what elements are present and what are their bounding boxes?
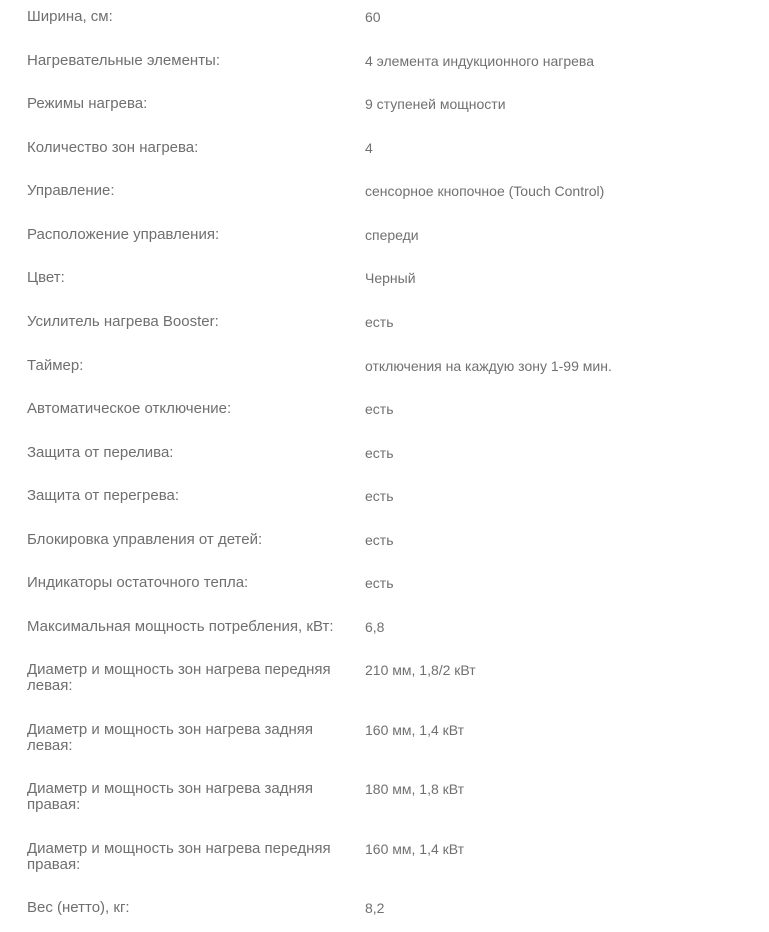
spec-value: есть [365, 401, 394, 417]
spec-value: 60 [365, 9, 381, 25]
spec-value: спереди [365, 227, 419, 243]
spec-value: 6,8 [365, 619, 385, 635]
spec-value: сенсорное кнопочное (Touch Control) [365, 183, 605, 199]
spec-label: Расположение управления: [27, 226, 220, 243]
spec-value: есть [365, 532, 394, 548]
spec-value: 8,2 [365, 900, 385, 916]
spec-label: Усилитель нагрева Booster: [27, 313, 219, 330]
spec-label: Ширина, см: [27, 8, 113, 25]
spec-label: Количество зон нагрева: [27, 139, 199, 156]
spec-label: Вес (нетто), кг: [27, 899, 130, 916]
spec-label: Автоматическое отключение: [27, 400, 232, 417]
spec-value: есть [365, 445, 394, 461]
spec-value: 210 мм, 1,8/2 кВт [365, 662, 476, 678]
spec-value: 180 мм, 1,8 кВт [365, 781, 465, 797]
spec-value: есть [365, 488, 394, 504]
spec-value: отключения на каждую зону 1-99 мин. [365, 358, 612, 374]
spec-label: Диаметр и мощность зон нагрева передняя левая: [27, 661, 331, 694]
spec-label: Таймер: [27, 357, 84, 374]
spec-label: Диаметр и мощность зон нагрева задняя левая: [27, 721, 314, 754]
spec-label: Режимы нагрева: [27, 95, 148, 112]
spec-label: Защита от перелива: [27, 444, 174, 461]
spec-value: Черный [365, 270, 416, 286]
spec-label: Диаметр и мощность зон нагрева задняя правая: [27, 780, 314, 813]
spec-label: Цвет: [27, 269, 65, 286]
spec-value: 160 мм, 1,4 кВт [365, 722, 465, 738]
spec-label: Нагревательные элементы: [27, 52, 221, 69]
spec-label: Блокировка управления от детей: [27, 531, 263, 548]
spec-label: Управление: [27, 182, 115, 199]
spec-label: Максимальная мощность потребления, кВт: [27, 618, 334, 635]
spec-label: Индикаторы остаточного тепла: [27, 574, 249, 591]
spec-value: 9 ступеней мощности [365, 96, 506, 112]
spec-value: 4 [365, 140, 373, 156]
spec-label: Диаметр и мощность зон нагрева передняя правая: [27, 840, 331, 873]
spec-label: Защита от перегрева: [27, 487, 179, 504]
spec-value: есть [365, 575, 394, 591]
spec-value: 160 мм, 1,4 кВт [365, 841, 465, 857]
spec-value: 4 элемента индукционного нагрева [365, 53, 594, 69]
spec-value: есть [365, 314, 394, 330]
